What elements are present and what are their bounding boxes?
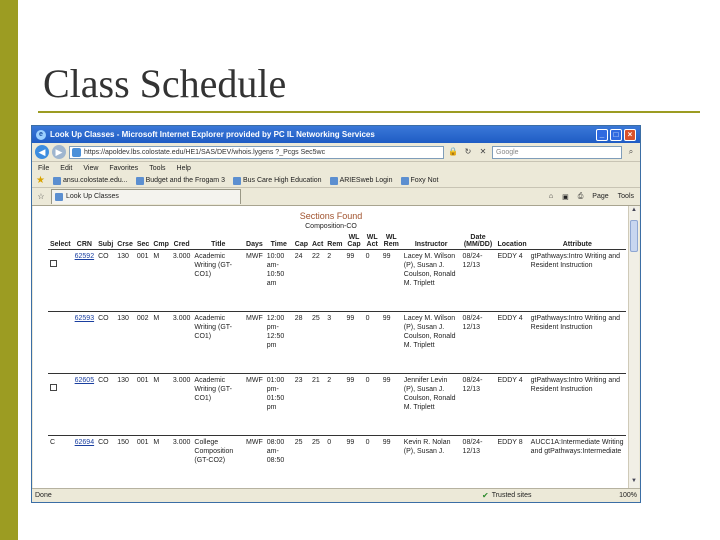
col-header: Subj (96, 233, 115, 250)
cell-date: 08/24-12/13 (461, 250, 496, 312)
col-header: Select (48, 233, 73, 250)
cell-days: MWF (244, 312, 265, 374)
feeds-icon[interactable]: ▣ (562, 193, 569, 201)
window-title: Look Up Classes - Microsoft Internet Explorer provided by PC IL Networking Services (50, 130, 375, 139)
url-text: https://apoldev.lbs.colostate.edu/HE1/SAS/DEV/whois.lygens ?_Pcgs Sec5wc (84, 148, 326, 156)
cell-time: 01:00 pm-01:50 pm (265, 374, 293, 436)
search-input[interactable]: Google (492, 146, 622, 159)
favorite-link[interactable]: ansu.colostate.edu... (53, 177, 128, 185)
cell-cap: 25 (293, 436, 310, 490)
cell-rem: 0 (325, 436, 344, 490)
table-header-row (48, 233, 626, 250)
cell-wl-rem: 99 (381, 374, 402, 436)
cell-date: 08/24-12/13 (461, 374, 496, 436)
cell-wl-act: 0 (364, 250, 381, 312)
cell-location: EDDY 4 (495, 250, 528, 312)
col-header: WL Act (364, 233, 381, 250)
url-input[interactable] (69, 146, 444, 159)
cell-subj: CO (96, 436, 115, 490)
menu-view[interactable]: View (83, 164, 99, 172)
cell-crse: 130 (115, 312, 135, 374)
cell-rem: 3 (325, 312, 344, 374)
refresh-icon[interactable]: ↻ (464, 147, 472, 156)
cell-rem: 2 (325, 250, 344, 312)
cell-time: 08:00 am-08:50 (265, 436, 293, 490)
cell-wl-act: 0 (364, 436, 381, 490)
col-header: Location (495, 233, 528, 250)
favorite-page-icon (330, 177, 338, 185)
cell-cmp: M (151, 312, 171, 374)
cell-days: MWF (244, 436, 265, 490)
home-icon[interactable]: ⌂ (548, 192, 554, 200)
cell-wl-act: 0 (364, 312, 381, 374)
cell-sec: 001 (135, 250, 151, 312)
menu-favorites[interactable]: Favorites (109, 164, 139, 172)
cell-wl-rem: 99 (381, 250, 402, 312)
cell-act: 25 (310, 436, 325, 490)
cell-cred: 3.000 (171, 374, 193, 436)
cell-wl-rem: 99 (381, 436, 402, 490)
scroll-up-icon[interactable]: ▲ (631, 207, 637, 213)
status-text: Done (35, 492, 52, 499)
cell-rem: 2 (325, 374, 344, 436)
cell-location: EDDY 4 (495, 312, 528, 374)
cell-days: MWF (244, 374, 265, 436)
scrollbar-thumb[interactable] (630, 220, 638, 252)
cell-cred: 3.000 (171, 312, 193, 374)
col-header: Cmp (151, 233, 171, 250)
cell-crse: 130 (115, 250, 135, 312)
favorite-link[interactable]: Bus Care High Education (233, 177, 322, 185)
cell-select (48, 312, 73, 374)
cell-crse: 150 (115, 436, 135, 490)
favorite-link[interactable]: Foxy Not (401, 177, 439, 185)
window-titlebar (32, 126, 640, 143)
security-zone: ✔ Trusted sites (482, 491, 532, 500)
cell-select: C (48, 436, 73, 490)
cell-cap: 28 (293, 312, 310, 374)
status-bar (32, 488, 640, 502)
cell-date: 08/24-12/13 (461, 436, 496, 490)
table-row (48, 374, 626, 436)
cell-wl-rem: 99 (381, 312, 402, 374)
favorites-star-icon[interactable]: ★ (36, 175, 45, 186)
favorites-center-icon[interactable]: ☆ (37, 191, 45, 201)
zoom-level[interactable]: 100% (619, 492, 637, 499)
page-menu[interactable]: Page (592, 192, 609, 200)
crn-link[interactable]: 62592 (74, 253, 95, 260)
cell-title: College Composition (GT-CO2) (192, 436, 244, 490)
cell-instructor: Kevin R. Nolan (P), Susan J. (402, 436, 461, 490)
sections-heading: Sections Found (299, 211, 363, 221)
favorite-link[interactable]: ARIESweb Login (330, 177, 393, 185)
scroll-down-icon[interactable]: ▼ (631, 478, 637, 484)
tab-page-icon (55, 193, 63, 201)
cell-wl-cap: 99 (344, 312, 363, 374)
col-header: Act (310, 233, 325, 250)
col-header: Cap (293, 233, 310, 250)
cell-cap: 24 (293, 250, 310, 312)
vertical-scrollbar[interactable] (628, 206, 639, 489)
menu-bar (32, 162, 640, 174)
cell-subj: CO (96, 374, 115, 436)
tools-menu[interactable]: Tools (617, 192, 634, 200)
crn-link[interactable]: 62593 (74, 315, 95, 322)
col-header: Crse (115, 233, 135, 250)
cell-wl-act: 0 (364, 374, 381, 436)
favorite-page-icon (233, 177, 241, 185)
cell-subj: CO (96, 250, 115, 312)
menu-edit[interactable]: Edit (60, 164, 73, 172)
col-header: Attribute (529, 233, 626, 250)
cell-sec: 001 (135, 436, 151, 490)
menu-file[interactable]: File (38, 164, 50, 172)
cell-title: Academic Writing (GT-CO1) (192, 250, 244, 312)
tab-look-up-classes[interactable]: Look Up Classes (51, 189, 241, 204)
cell-act: 25 (310, 312, 325, 374)
cell-date: 08/24-12/13 (461, 312, 496, 374)
print-icon[interactable]: ⎙ (577, 192, 584, 200)
cell-wl-cap: 99 (344, 374, 363, 436)
cell-attribute: gtPathways:Intro Writing and Resident Instruction (529, 374, 626, 436)
cell-sec: 002 (135, 312, 151, 374)
cell-sec: 001 (135, 374, 151, 436)
crn-link[interactable]: 62694 (74, 439, 95, 446)
cell-wl-cap: 99 (344, 436, 363, 490)
col-header: Days (244, 233, 265, 250)
menu-tools[interactable]: Tools (149, 164, 166, 172)
tab-bar (32, 188, 640, 206)
col-header: Instructor (402, 233, 461, 250)
col-header: WL Rem (381, 233, 402, 250)
checkmark-icon: ✔ (482, 491, 489, 500)
command-bar (549, 193, 640, 201)
back-icon[interactable]: ◀ (35, 145, 49, 159)
table-row (48, 436, 626, 490)
table-row (48, 312, 626, 374)
cell-attribute: gtPathways:Intro Writing and Resident Instruction (529, 312, 626, 374)
search-icon[interactable]: ⌕ (628, 147, 634, 156)
cell-location: EDDY 8 (495, 436, 528, 490)
favorite-link[interactable]: Budget and the Frogam 3 (136, 177, 225, 185)
crn-link[interactable]: 62605 (74, 377, 95, 384)
cell-time: 12:00 pm-12:50 pm (265, 312, 293, 374)
cell-act: 21 (310, 374, 325, 436)
cell-instructor: Lacey M. Wilson (P), Susan J. Coulson, Ronald M. Triplett (402, 312, 461, 374)
cell-time: 10:00 am-10:50 am (265, 250, 293, 312)
browser-window (31, 125, 641, 503)
cell-cred: 3.000 (171, 250, 193, 312)
menu-help[interactable]: Help (176, 164, 191, 172)
cell-crse: 130 (115, 374, 135, 436)
minimize-icon[interactable]: _ (596, 129, 608, 141)
cell-cmp: M (151, 436, 171, 490)
cell-cmp: M (151, 250, 171, 312)
schedule-table (48, 233, 626, 489)
cell-subj: CO (96, 312, 115, 374)
cell-instructor: Lacey M. Wilson (P), Susan J. Coulson, Ronald M. Triplett (402, 250, 461, 312)
cell-attribute: AUCC1A:Intermediate Writing and gtPathways:Intermediate (529, 436, 626, 490)
cell-wl-cap: 99 (344, 250, 363, 312)
cell-days: MWF (244, 250, 265, 312)
col-header: Date (MM/DD) (461, 233, 496, 250)
col-header: CRN (73, 233, 96, 250)
col-header: Sec (135, 233, 151, 250)
cell-location: EDDY 4 (495, 374, 528, 436)
favorite-page-icon (136, 177, 144, 185)
section-subheading: Composition-CO (305, 223, 357, 230)
maximize-icon[interactable]: □ (610, 129, 622, 141)
col-header: Rem (325, 233, 344, 250)
cell-instructor: Jennifer Levin (P), Susan J. Coulson, Ronald M. Triplett (402, 374, 461, 436)
col-header: Title (192, 233, 244, 250)
cell-cap: 23 (293, 374, 310, 436)
page-icon (72, 148, 81, 157)
slide-title: Class Schedule (43, 61, 287, 106)
ie-logo-icon: e (36, 130, 46, 140)
title-rule (38, 111, 700, 113)
lock-icon[interactable]: 🔒 (448, 147, 458, 156)
slide-accent-bar (0, 0, 18, 540)
select-checkbox[interactable] (50, 384, 57, 391)
cell-attribute: gtPathways:Intro Writing and Resident Instruction (529, 250, 626, 312)
forward-icon[interactable]: ▶ (52, 145, 66, 159)
favorite-page-icon (401, 177, 409, 185)
favorites-bar (32, 174, 640, 188)
stop-icon[interactable]: ✕ (479, 147, 487, 156)
cell-act: 22 (310, 250, 325, 312)
col-header: Time (265, 233, 293, 250)
cell-title: Academic Writing (GT-CO1) (192, 312, 244, 374)
cell-title: Academic Writing (GT-CO1) (192, 374, 244, 436)
favorite-page-icon (53, 177, 61, 185)
address-toolbar (32, 143, 640, 162)
col-header: WL Cap (344, 233, 363, 250)
close-icon[interactable]: × (624, 129, 636, 141)
cell-cred: 3.000 (171, 436, 193, 490)
table-row (48, 250, 626, 312)
col-header: Cred (171, 233, 193, 250)
cell-cmp: M (151, 374, 171, 436)
page-content (33, 206, 629, 489)
select-checkbox[interactable] (50, 260, 57, 267)
